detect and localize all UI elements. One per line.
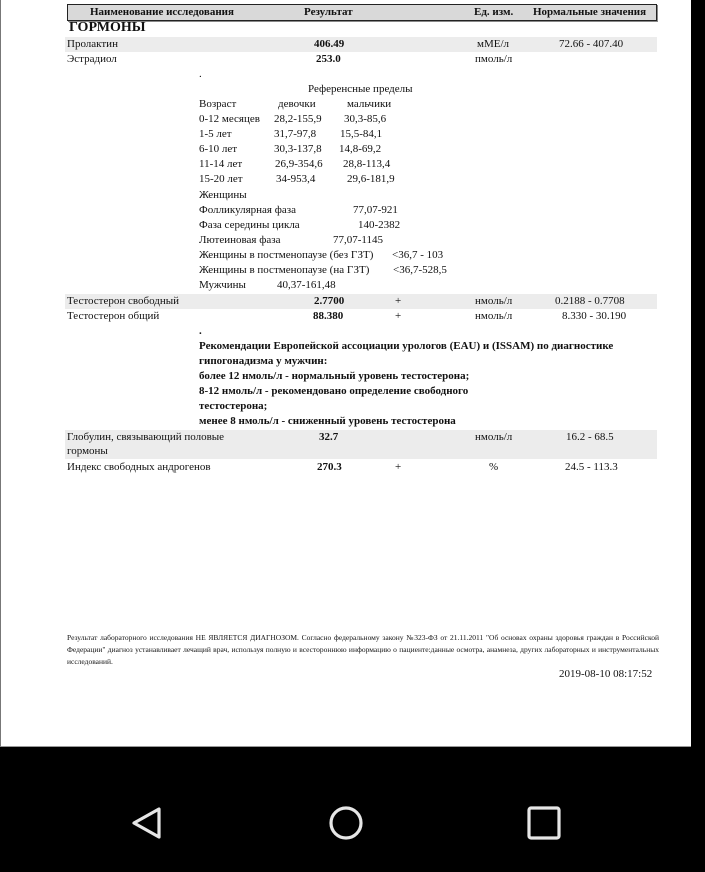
ref-girls: 34-953,4: [276, 173, 316, 185]
ref-women-label: Женщины: [199, 189, 247, 201]
ref-women-phase: Лютеиновая фаза: [199, 234, 281, 246]
recommendation-line: гипогонадизма у мужчин:: [199, 355, 328, 367]
ref-women-value: 140-2382: [358, 219, 401, 231]
ref-col-boys: мальчики: [347, 98, 392, 110]
row-range: 8.330 - 30.190: [562, 310, 627, 322]
header-unit: Ед. изм.: [474, 6, 514, 18]
table-row: [65, 294, 657, 309]
row-result: 270.3: [317, 461, 342, 473]
recommendation-line: более 12 нмоль/л - нормальный уровень тестостерона;: [199, 370, 470, 382]
back-icon[interactable]: [130, 805, 166, 841]
table-row: [65, 309, 657, 324]
ref-women-value: 77,07-921: [353, 204, 398, 216]
dot: .: [199, 325, 202, 337]
home-icon[interactable]: [328, 805, 364, 841]
row-name: Эстрадиол: [67, 53, 117, 65]
row-result: 253.0: [316, 53, 341, 65]
ref-women-value: <36,7-528,5: [393, 264, 447, 276]
ref-boys: 30,3-85,6: [344, 113, 387, 125]
recommendation-line: Рекомендации Европейской ассоциации урологов (EAU) и (ISSAM) по диагностике: [199, 340, 614, 352]
ref-women-phase: Фаза середины цикла: [199, 219, 300, 231]
row-flag: +: [395, 310, 402, 322]
recommendation-line: менее 8 нмоль/л - сниженный уровень тестостерона: [199, 415, 456, 427]
row-unit: %: [489, 461, 499, 473]
row-name: Тестостерон общий: [67, 310, 160, 322]
recommendation-line: 8-12 нмоль/л - рекомендовано определение свободного: [199, 385, 469, 397]
ref-boys: 28,8-113,4: [343, 158, 391, 170]
ref-girls: 26,9-354,6: [275, 158, 323, 170]
ref-women-value: 77,07-1145: [333, 234, 384, 246]
row-range: 72.66 - 407.40: [559, 38, 624, 50]
ref-girls: 28,2-155,9: [274, 113, 322, 125]
row-name-cont: гормоны: [67, 445, 108, 457]
ref-men-value: 40,37-161,48: [277, 279, 336, 291]
row-result: 88.380: [313, 310, 344, 322]
row-unit: нмоль/л: [475, 431, 513, 443]
table-header: [67, 4, 657, 21]
ref-boys: 14,8-69,2: [339, 143, 382, 155]
header-range: Нормальные значения: [533, 6, 647, 18]
ref-age: 0-12 месяцев: [199, 113, 260, 125]
table-row: [65, 37, 657, 52]
row-range: 24.5 - 113.3: [565, 461, 618, 473]
reference-title: Референсные пределы: [308, 83, 413, 95]
ref-age: 11-14 лет: [199, 158, 243, 170]
ref-col-age: Возраст: [199, 98, 237, 110]
ref-age: 1-5 лет: [199, 128, 232, 140]
ref-age: 6-10 лет: [199, 143, 238, 155]
ref-women-phase: Фолликулярная фаза: [199, 204, 296, 216]
row-unit: пмоль/л: [475, 53, 513, 65]
ref-women-phase: Женщины в постменопаузе (без ГЗТ): [199, 249, 374, 261]
header-result: Результат: [304, 6, 353, 18]
row-flag: +: [395, 295, 402, 307]
row-result: 2.7700: [314, 295, 345, 307]
section-title: ГОРМОНЫ: [69, 20, 146, 35]
ref-girls: 31,7-97,8: [274, 128, 317, 140]
ref-boys: 15,5-84,1: [340, 128, 383, 140]
row-range: 16.2 - 68.5: [566, 431, 614, 443]
ref-col-girls: девочки: [278, 98, 316, 110]
row-name: Индекс свободных андрогенов: [67, 461, 211, 473]
timestamp: 2019-08-10 08:17:52: [559, 668, 653, 680]
disclaimer-text: Результат лабораторного исследования НЕ ЯВЛЯЕТСЯ ДИАГНОЗОМ. Согласно федеральному закону №323-ФЗ от 21.11.2011 "Об основах охраны здоровья граждан в Российской Федерации" диагноз устанавливает лечащий врач, используя полную и всестороннюю информацию о пациенте:данные осмотра, анамнеза, других лабораторных и инструментальных исследований.: [67, 633, 659, 666]
row-unit: мМЕ/л: [477, 38, 510, 50]
row-name: Тестостерон свободный: [67, 295, 180, 307]
row-unit: нмоль/л: [475, 310, 513, 322]
row-result: 32.7: [319, 431, 339, 443]
ref-women-phase: Женщины в постменопаузе (на ГЗТ): [199, 264, 370, 276]
dot: .: [199, 68, 202, 80]
table-row: [65, 460, 657, 475]
table-row: [65, 52, 657, 67]
row-name: Пролактин: [67, 38, 118, 50]
recommendation-line: тестостерона;: [199, 400, 268, 412]
table-row: [65, 430, 657, 459]
header-name: Наименование исследования: [90, 6, 234, 18]
row-flag: +: [395, 461, 402, 473]
ref-boys: 29,6-181,9: [347, 173, 395, 185]
row-result: 406.49: [314, 38, 345, 50]
ref-men-label: Мужчины: [199, 279, 246, 291]
row-unit: нмоль/л: [475, 295, 513, 307]
row-range: 0.2188 - 0.7708: [555, 295, 625, 307]
ref-girls: 30,3-137,8: [274, 143, 322, 155]
ref-women-value: <36,7 - 103: [392, 249, 444, 261]
recents-icon[interactable]: [526, 805, 562, 841]
ref-age: 15-20 лет: [199, 173, 243, 185]
row-name: Глобулин, связывающий половые: [67, 431, 225, 443]
